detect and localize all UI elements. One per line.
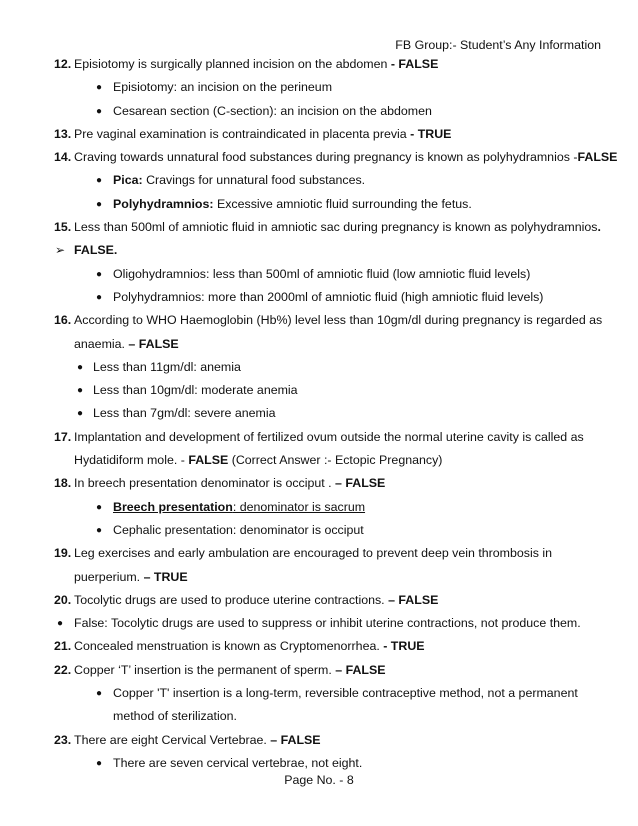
- bold-term: Breech presentation: [113, 499, 233, 514]
- answer-text: FALSE.: [74, 243, 118, 258]
- bullet-icon: ●: [96, 175, 103, 187]
- line-text: False: Tocolytic drugs are used to suppress or inhibit uterine contractions, not produce them.: [74, 616, 581, 631]
- bullet-icon: ●: [96, 291, 103, 303]
- question-line: [54, 426, 602, 449]
- answer-label: – FALSE: [270, 732, 321, 747]
- line-text: Cephalic presentation: denominator is occiput: [113, 522, 364, 537]
- line-text: Less than 11gm/dl: anemia: [93, 359, 241, 374]
- note-text: (Correct Answer :- Ectopic Pregnancy): [228, 453, 443, 468]
- question-line: [54, 635, 602, 658]
- line-text: Less than 500ml of amniotic fluid in amniotic sac during pregnancy is known as polyhydramnios: [74, 220, 598, 235]
- page-header: FB Group:- Student’s Any Information: [395, 38, 601, 52]
- line-text: Oligohydramnios: less than 500ml of amniotic fluid (low amniotic fluid levels): [113, 266, 531, 281]
- bullet-item: [54, 682, 602, 705]
- question-line: [54, 729, 602, 752]
- answer-label: .: [597, 220, 601, 235]
- line-text: Pre vaginal examination is contraindicated in placenta previa: [74, 126, 411, 141]
- line-text: anaemia.: [74, 336, 129, 351]
- question-continuation: [54, 449, 602, 472]
- answer-label: - TRUE: [410, 126, 452, 141]
- line-text: There are seven cervical vertebrae, not eight.: [113, 755, 363, 770]
- line-text: Craving towards unnatural food substances during pregnancy is known as polyhydramnios -: [74, 150, 578, 165]
- question-continuation: [54, 566, 602, 589]
- question-number: 17.: [54, 429, 72, 444]
- question-number: 18.: [54, 476, 72, 491]
- question-line: [54, 123, 602, 146]
- bold-term: Polyhydramnios:: [113, 196, 214, 211]
- bullet-item: [54, 100, 602, 123]
- answer-label: – FALSE: [388, 592, 439, 607]
- line-text: Concealed menstruation is known as Cryptomenorrhea.: [74, 639, 384, 654]
- bullet-continuation: [54, 705, 602, 728]
- line-text: According to WHO Haemoglobin (Hb%) level less than 10gm/dl during pregnancy is regarded as: [74, 313, 603, 328]
- bullet-icon: ●: [96, 82, 103, 94]
- document-body: [54, 53, 618, 775]
- bullet-item: [54, 752, 602, 775]
- line-text: Copper 'T' insertion is a long-term, reversible contraceptive method, not a permanent: [113, 686, 578, 701]
- answer-label: FALSE: [577, 150, 618, 165]
- bullet-icon: ●: [77, 408, 84, 420]
- page-footer: Page No. - 8: [284, 773, 354, 787]
- question-number: 13.: [54, 126, 72, 141]
- question-number: 16.: [54, 313, 72, 328]
- question-number: 23.: [54, 732, 72, 747]
- line-text: : denominator is sacrum: [232, 499, 366, 514]
- question-line: [54, 542, 602, 565]
- bullet-icon: ●: [96, 757, 103, 769]
- question-line: [54, 309, 602, 332]
- bullet-item: [54, 263, 602, 286]
- arrow-icon: ➢: [55, 243, 66, 258]
- question-number: 21.: [54, 639, 72, 654]
- bullet-item: [54, 496, 602, 519]
- bullet-icon: ●: [57, 618, 64, 630]
- question-line: [54, 216, 602, 239]
- line-text: puerperium.: [74, 569, 144, 584]
- answer-label: – TRUE: [143, 569, 188, 584]
- answer-label: - TRUE: [383, 639, 425, 654]
- answer-label: – FALSE: [128, 336, 179, 351]
- question-number: 20.: [54, 592, 72, 607]
- bullet-item: [54, 169, 602, 192]
- line-text: Polyhydramnios: more than 2000ml of amniotic fluid (high amniotic fluid levels): [113, 289, 544, 304]
- question-line: [54, 146, 618, 169]
- question-continuation: [54, 333, 602, 356]
- answer-label: – FALSE: [335, 476, 386, 491]
- answer-label: – FALSE: [335, 662, 386, 677]
- bullet-icon: ●: [96, 105, 103, 117]
- line-text: Less than 7gm/dl: severe anemia: [93, 406, 276, 421]
- bullet-item: [54, 402, 602, 425]
- question-number: 19.: [54, 546, 72, 561]
- line-text: Implantation and development of fertilized ovum outside the normal uterine cavity is called as: [74, 429, 584, 444]
- question-number: 14.: [54, 150, 72, 165]
- line-text: Hydatidiform mole. -: [74, 453, 189, 468]
- answer-label: - FALSE: [390, 57, 439, 71]
- bullet-icon: ●: [96, 524, 103, 536]
- bullet-icon: ●: [96, 688, 103, 700]
- question-line: [54, 53, 602, 76]
- question-line: [54, 589, 602, 612]
- bullet-item: [54, 612, 602, 635]
- question-number: 12.: [54, 57, 72, 71]
- question-number: 22.: [54, 662, 72, 677]
- question-number: 15.: [54, 220, 72, 235]
- line-text: Episiotomy is surgically planned incision on the abdomen: [74, 57, 391, 71]
- bullet-item: [54, 356, 602, 379]
- bullet-icon: ●: [77, 385, 84, 397]
- bullet-item: [54, 76, 602, 99]
- line-text: Excessive amniotic fluid surrounding the fetus.: [213, 196, 472, 211]
- answer-label: FALSE: [188, 453, 229, 468]
- bullet-item: [54, 519, 602, 542]
- bullet-item: [54, 193, 602, 216]
- bullet-icon: ●: [96, 501, 103, 513]
- bullet-icon: ●: [96, 268, 103, 280]
- line-text: Leg exercises and early ambulation are encouraged to prevent deep vein thrombosis in: [74, 546, 553, 561]
- line-text: method of sterilization.: [113, 709, 237, 724]
- bullet-item: [54, 286, 602, 309]
- line-text: Cravings for unnatural food substances.: [142, 173, 366, 188]
- line-text: There are eight Cervical Vertebrae.: [74, 732, 271, 747]
- line-text: In breech presentation denominator is occiput .: [74, 476, 336, 491]
- bold-term: Pica:: [113, 173, 143, 188]
- question-line: [54, 659, 602, 682]
- question-line: [54, 472, 602, 495]
- bullet-icon: ●: [96, 198, 103, 210]
- line-text: Copper ‘T’ insertion is the permanent of sperm.: [74, 662, 336, 677]
- answer-arrow-line: [54, 239, 602, 262]
- line-text: Less than 10gm/dl: moderate anemia: [93, 383, 298, 398]
- bullet-item: [54, 379, 602, 402]
- line-text: Episiotomy: an incision on the perineum: [113, 80, 333, 95]
- bullet-icon: ●: [77, 361, 84, 373]
- line-text: Cesarean section (C-section): an incision on the abdomen: [113, 103, 432, 118]
- line-text: Tocolytic drugs are used to produce uterine contractions.: [74, 592, 389, 607]
